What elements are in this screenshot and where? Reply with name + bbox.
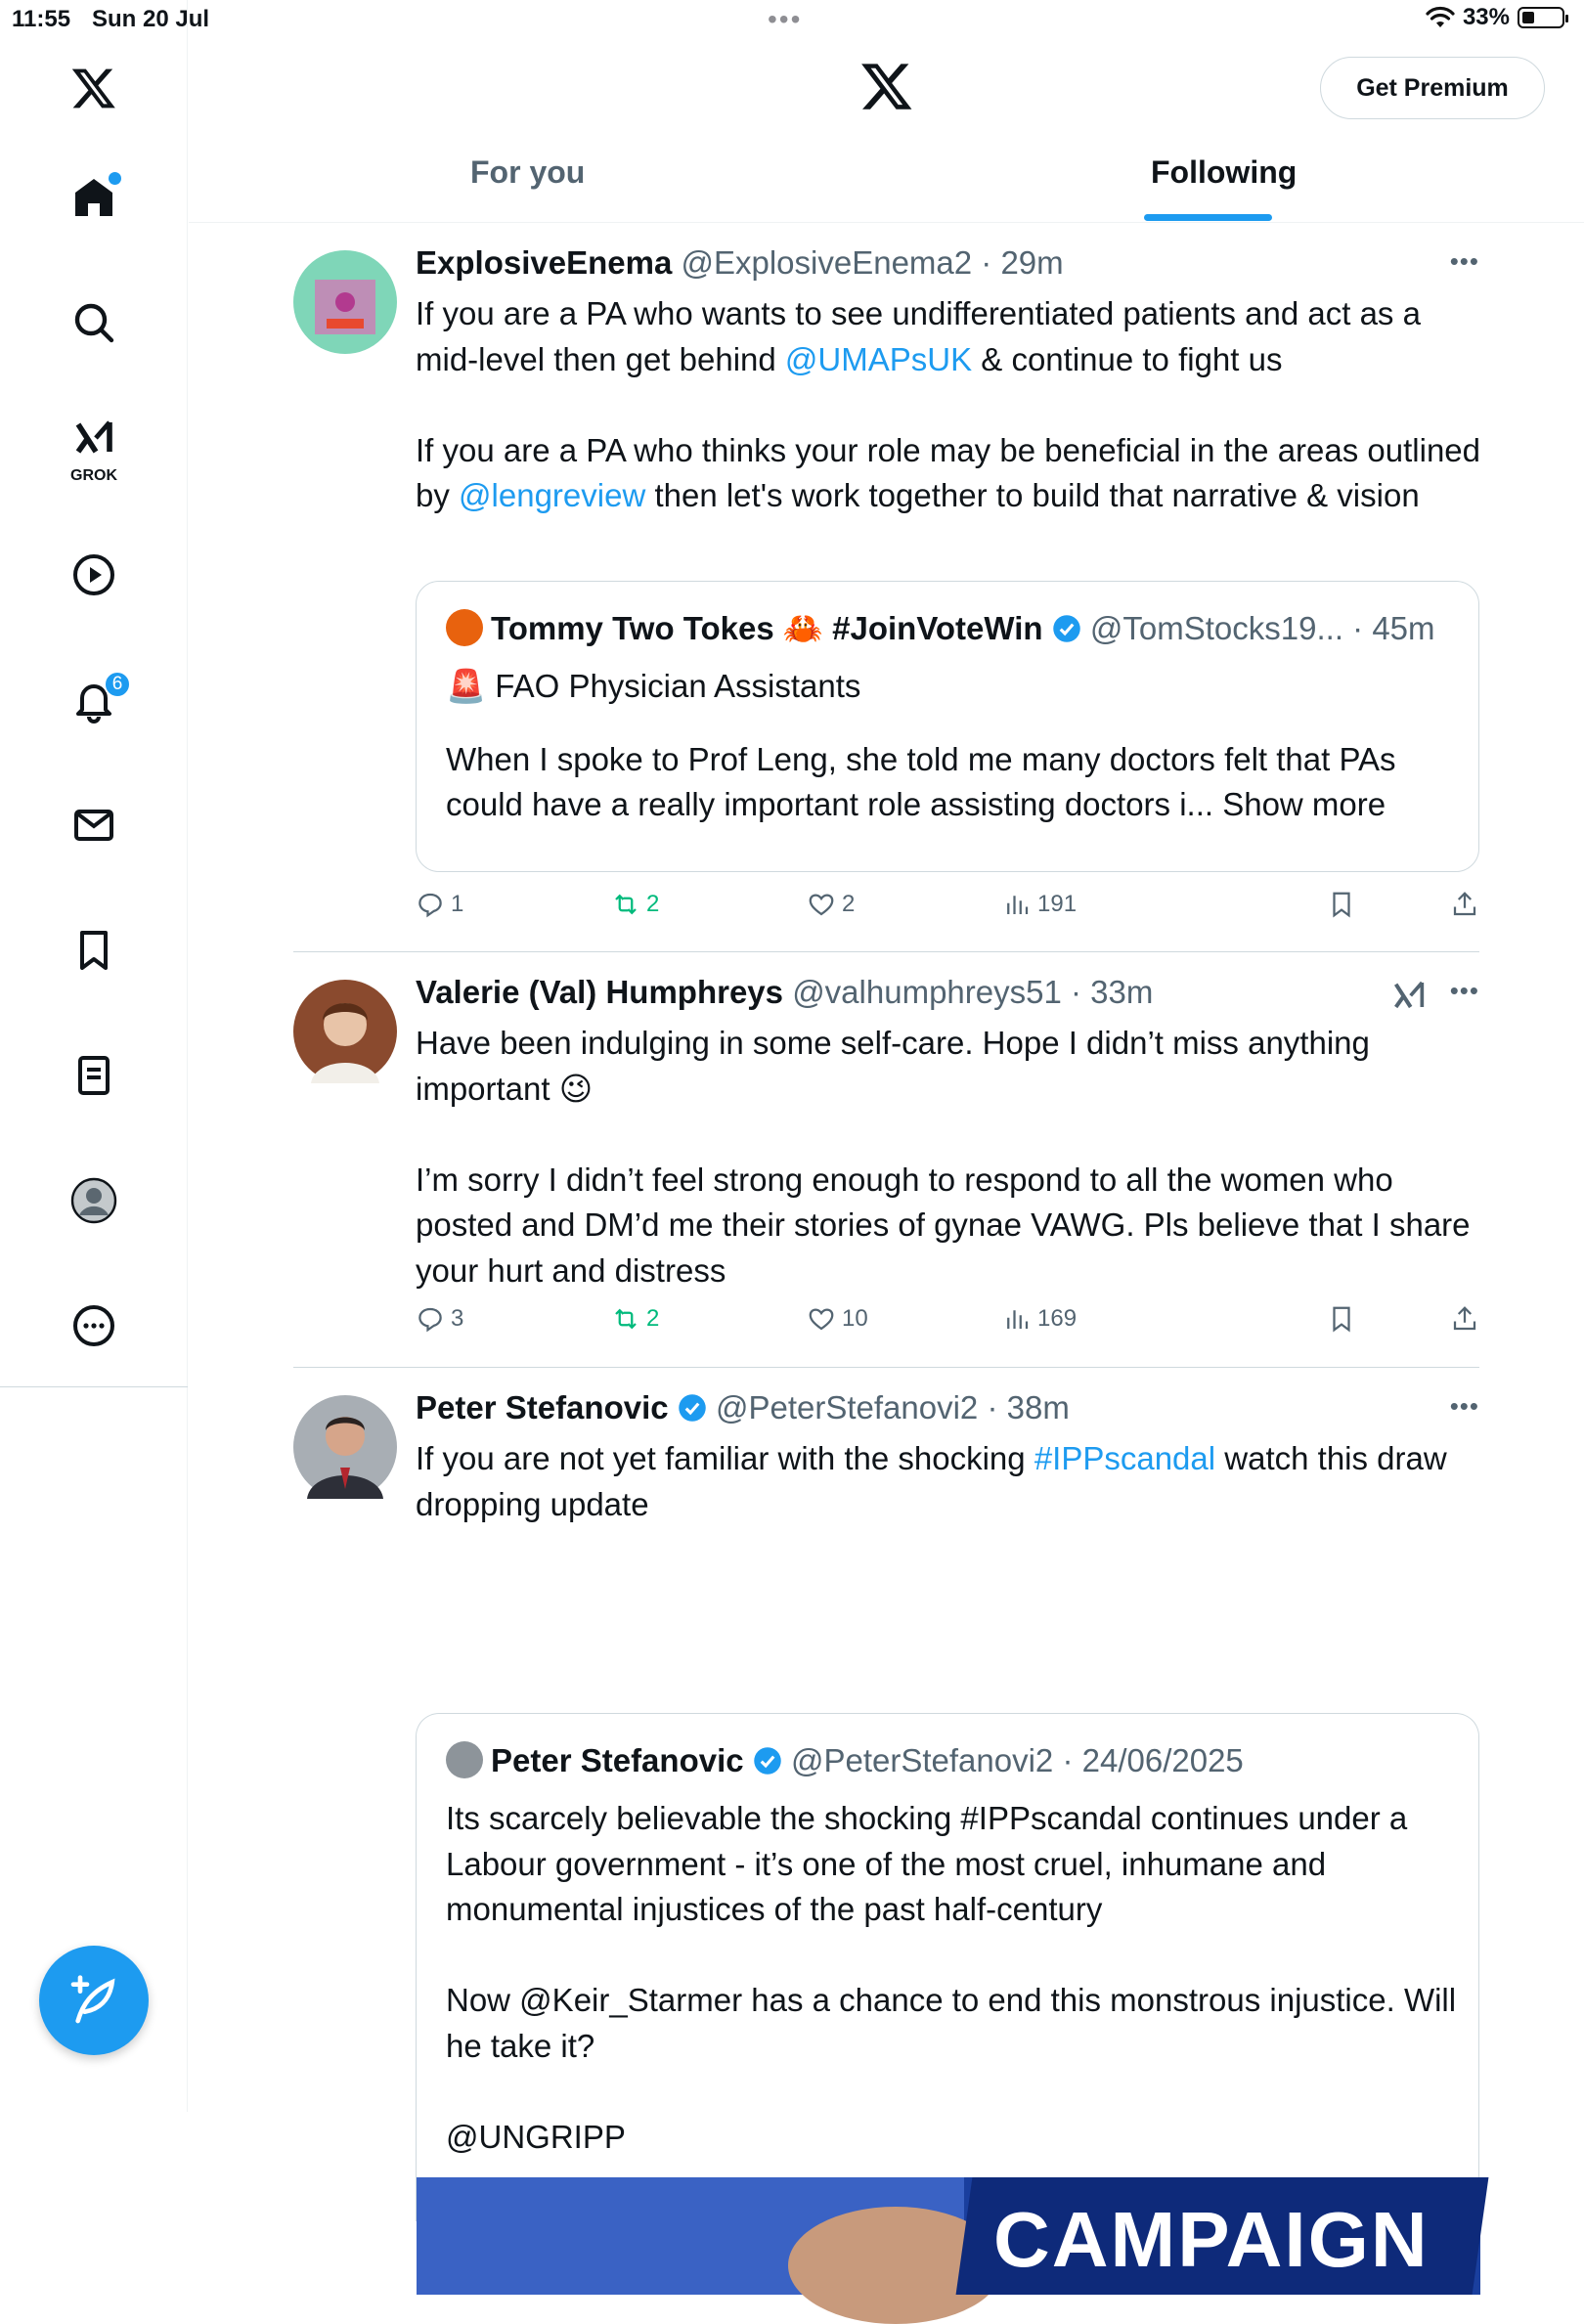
reply-count: 3: [451, 1305, 464, 1332]
quoted-tweet[interactable]: Peter Stefanovic @PeterStefanovi2 · 24/06/2025 Its scarcely believable the shocking #IPPscandal continues under a Labour government - it’s one of the most cruel, inhumane and monumental injustices of the past half-century Now @Keir_Starmer has a chance to end this monstrous injustice. Will he take it? @UNGRIPP CAMPAIGN: [416, 1713, 1479, 2221]
repost-count: 2: [646, 891, 660, 917]
quote-author-handle: @TomStocks19...: [1089, 610, 1343, 646]
mention-link[interactable]: @UMAPsUK: [784, 340, 973, 377]
bookmark-icon: [1327, 1304, 1356, 1334]
video-icon[interactable]: [63, 544, 125, 606]
share-icon: [1450, 1304, 1479, 1334]
tab-for-you[interactable]: For you: [470, 154, 586, 190]
profile-avatar-icon[interactable]: [63, 1169, 125, 1232]
more-menu-icon[interactable]: •••: [1449, 1391, 1479, 1421]
repost-button[interactable]: [611, 1304, 659, 1334]
battery-icon: [1518, 7, 1564, 28]
tweet-text: If you are a PA who wants to see undifferentiated patients and act as a mid-level then get behind @UMAPsUK & continue to fight us If you are a PA who thinks your role may be beneficial in the areas outlined by @lengreview then let's work together to build that narrative & vision: [416, 295, 1481, 513]
tab-following[interactable]: Following: [1151, 154, 1298, 190]
post-time[interactable]: 33m: [1090, 974, 1154, 1010]
views-button[interactable]: [1002, 890, 1077, 919]
bookmark-icon: [1327, 890, 1356, 919]
home-icon[interactable]: [63, 166, 125, 229]
repost-icon: [611, 890, 640, 919]
view-count: 169: [1037, 1305, 1078, 1332]
repost-button[interactable]: [611, 890, 659, 919]
share-button[interactable]: [1450, 890, 1479, 919]
avatar[interactable]: [293, 250, 397, 354]
like-button[interactable]: [807, 890, 855, 919]
quote-time: 45m: [1372, 610, 1435, 646]
notifications-bell-icon[interactable]: [63, 669, 125, 731]
heart-icon: [807, 890, 836, 919]
quote-text: Its scarcely believable the shocking #IPPscandal continues under a Labour government - it’s one of the most cruel, inhumane and monumental injustices of the past half-century Now @Keir_Starmer has a chance to end this monstrous injustice. Will he take it? @UNGRIPP: [446, 1800, 1457, 2155]
x-logo-icon[interactable]: [859, 59, 914, 113]
hashtag-link[interactable]: #IPPscandal: [1034, 1440, 1216, 1476]
compose-post-button[interactable]: [39, 1946, 149, 2055]
status-time: 11:55: [12, 6, 71, 32]
more-menu-icon[interactable]: •••: [1449, 976, 1479, 1005]
quote-text: 🚨 FAO Physician Assistants When I spoke to Prof Leng, she told me many doctors felt that PAs could have a really important role assisting doctors i... Show more: [446, 668, 1396, 822]
status-date: Sun 20 Jul: [92, 6, 210, 32]
bookmark-button[interactable]: [1327, 890, 1356, 919]
author-handle[interactable]: @ExplosiveEnema2: [681, 244, 973, 281]
repost-icon: [611, 1304, 640, 1334]
x-logo-icon[interactable]: [63, 57, 125, 119]
timeline-header: [189, 39, 1584, 223]
quote-avatar: [446, 1741, 483, 1778]
reply-button[interactable]: [416, 890, 463, 919]
tweet-text: Have been indulging in some self-care. Hope I didn’t miss anything important 😉 I’m sorry I didn’t feel strong enough to respond to all the women who posted and DM’d me their stories of gynae VAWG. Pls believe that I share your hurt and distress: [416, 1025, 1471, 1289]
post-time[interactable]: 38m: [1006, 1389, 1070, 1425]
views-chart-icon: [1002, 1304, 1032, 1334]
author-name[interactable]: ExplosiveEnema: [416, 244, 673, 281]
avatar[interactable]: [293, 980, 397, 1083]
like-count: 10: [842, 1305, 868, 1332]
author-name[interactable]: Peter Stefanovic: [416, 1389, 669, 1425]
notifications-badge: 6: [104, 671, 131, 698]
repost-count: 2: [646, 1305, 660, 1332]
quote-author-name: Peter Stefanovic: [491, 1742, 744, 1778]
quote-avatar: [446, 609, 483, 646]
share-icon: [1450, 890, 1479, 919]
quote-author-handle: @PeterStefanovi2: [790, 1742, 1054, 1778]
share-button[interactable]: [1450, 1304, 1479, 1334]
active-tab-indicator: [1144, 214, 1272, 221]
verified-badge-icon: [678, 1393, 707, 1423]
reply-count: 1: [451, 891, 464, 917]
tweet[interactable]: ExplosiveEnema @ExplosiveEnema2 · 29m ••• If you are a PA who wants to see undifferentiated patients and act as a mid-level then get behind @UMAPsUK & continue to fight us If you are a PA who thinks your role may be beneficial in the areas outlined by @lengreview then let's work together to build that narrative & vision Tommy Two Tokes 🦀 #JoinVoteWin @TomStocks19... · 45m 🚨 FAO Physician Assistants When I spoke to Prof Leng, she told me many doctors felt that PAs could have a really important role assisting doctors i... Show more 1 2 2 191: [293, 223, 1479, 952]
sidebar-nav: [0, 0, 188, 2112]
search-icon[interactable]: [63, 291, 125, 354]
bookmarks-icon[interactable]: [63, 919, 125, 982]
reply-button[interactable]: [416, 1304, 463, 1334]
reply-icon: [416, 1304, 445, 1334]
wifi-icon: [1426, 6, 1455, 29]
quote-time: 24/06/2025: [1081, 1742, 1244, 1778]
views-chart-icon: [1002, 890, 1032, 919]
timeline-feed: [293, 223, 1481, 2283]
multitasking-dots-icon[interactable]: •••: [768, 4, 803, 34]
tweet[interactable]: Valerie (Val) Humphreys @valhumphreys51 · 33m ••• Have been indulging in some self-care. Hope I didn’t miss anything important 😉 I’m sorry I didn’t feel strong enough to respond to all the women who posted and DM’d me their stories of gynae VAWG. Pls believe that I share your hurt and distress 3 2 10 169: [293, 952, 1479, 1368]
view-count: 191: [1037, 891, 1078, 917]
media-caption: CAMPAIGN: [993, 2196, 1430, 2283]
tweet-text: If you are not yet familiar with the shocking #IPPscandal watch this draw dropping update: [416, 1440, 1447, 1522]
more-menu-icon[interactable]: •••: [1449, 246, 1479, 276]
lists-icon[interactable]: [63, 1044, 125, 1107]
post-time[interactable]: 29m: [1000, 244, 1064, 281]
author-handle[interactable]: @valhumphreys51: [792, 974, 1062, 1010]
verified-badge-icon: [753, 1746, 782, 1776]
reply-icon: [416, 890, 445, 919]
author-handle[interactable]: @PeterStefanovi2: [715, 1389, 979, 1425]
compose-feather-icon: [66, 1973, 121, 2028]
quoted-tweet[interactable]: Tommy Two Tokes 🦀 #JoinVoteWin @TomStocks19... · 45m 🚨 FAO Physician Assistants When I spoke to Prof Leng, she told me many doctors felt that PAs could have a really important role assisting doctors i... Show more: [416, 581, 1479, 872]
like-button[interactable]: [807, 1304, 868, 1334]
grok-label: GROK: [70, 467, 117, 484]
more-options-icon[interactable]: [63, 1294, 125, 1357]
mention-link[interactable]: @lengreview: [459, 477, 646, 513]
get-premium-button[interactable]: Get Premium: [1320, 57, 1545, 119]
author-name[interactable]: Valerie (Val) Humphreys: [416, 974, 784, 1010]
grok-icon[interactable]: [63, 409, 125, 471]
avatar[interactable]: [293, 1395, 397, 1499]
quote-media-image[interactable]: [417, 2177, 1480, 2295]
verified-badge-icon: [1052, 614, 1081, 643]
battery-percent: 33%: [1462, 4, 1510, 30]
grok-icon[interactable]: [1389, 978, 1429, 1017]
tweet[interactable]: Peter Stefanovic @PeterStefanovi2 · 38m ••• If you are not yet familiar with the shocking #IPPscandal watch this draw dropping update Peter Stefanovic @PeterStefanovi2 · 24/06/2025 Its scarcely believable the shocking #IPPscandal continues under a Labour government - it’s one of the most cruel, inhumane and monumental injustices of the past half-century Now @Keir_Starmer has a chance to end this monstrous injustice. Will he take it? @UNGRIPP CAMPAIGN: [293, 1368, 1479, 2150]
heart-icon: [807, 1304, 836, 1334]
bookmark-button[interactable]: [1327, 1304, 1356, 1334]
like-count: 2: [842, 891, 856, 917]
home-unread-dot: [109, 172, 121, 185]
messages-envelope-icon[interactable]: [63, 794, 125, 856]
views-button[interactable]: [1002, 1304, 1077, 1334]
tweet-actions: [416, 890, 1481, 929]
status-bar: [0, 0, 1584, 39]
tweet-actions: [416, 1304, 1481, 1343]
sidebar-divider: [0, 1386, 188, 1387]
quote-author-name: Tommy Two Tokes 🦀 #JoinVoteWin: [491, 610, 1043, 646]
